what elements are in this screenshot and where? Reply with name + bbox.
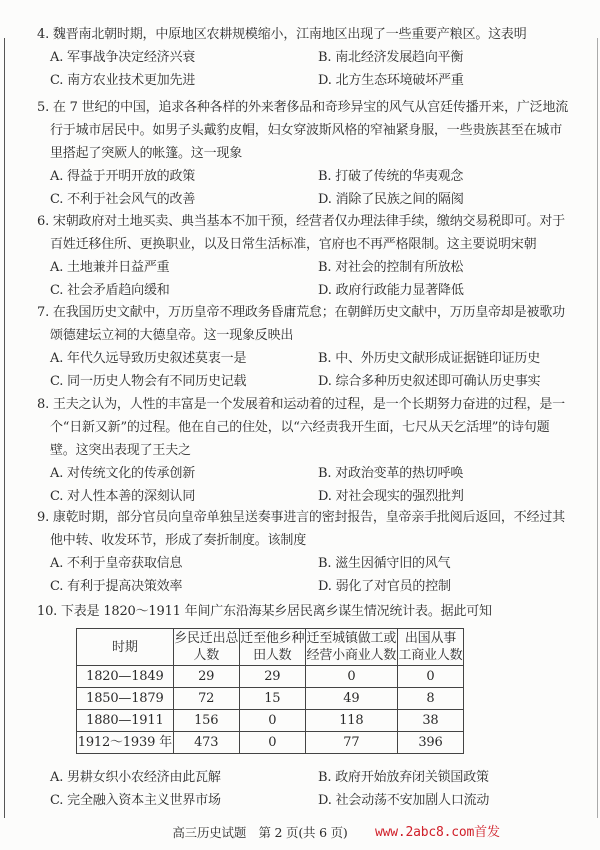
migration-table <box>76 628 464 754</box>
table-row <box>77 710 464 732</box>
question-stem-continued: 行于城市居民中。如男子头戴豹皮帽，妇女穿波斯风格的窄袖紧身服，一些贵族甚至在城市 <box>50 123 563 138</box>
option-d: D. 社会动荡不安加剧人口流动 <box>318 793 490 808</box>
option-b: B. 对政治变革的热切呼唤 <box>318 466 464 481</box>
table-cell: 1912～1939 年 <box>77 732 174 754</box>
question-stem-continued: 他中转、收发环节，形成了奏折制度。该制度 <box>50 533 307 548</box>
header-period <box>77 629 174 666</box>
question-stem: 5. 在 7 世纪的中国，追求各种各样的外来奢侈品和奇珍异宝的风气从宫廷传播开来，广泛地流 <box>37 100 569 115</box>
question-stem: 7. 在我国历史文献中，万历皇帝不理政务昏庸荒怠；在朝鲜历史文献中，万历皇帝却是被歌功 <box>37 305 565 320</box>
option-c: C. 有利于提高决策效率 <box>50 579 183 594</box>
option-a: A. 不利于皇帝获取信息 <box>50 556 183 571</box>
header-text: 田人数 <box>253 648 292 663</box>
page-border-left <box>4 38 5 818</box>
question-stem: 4. 魏晋南北朝时期，中原地区农耕规模缩小，江南地区出现了一些重要产粮区。这表明 <box>37 27 527 42</box>
question-stem-continued: 里搭起了突厥人的帐篷。这一现象 <box>50 146 243 161</box>
option-c: C. 对人性本善的深刻认同 <box>50 489 196 504</box>
header-text: 时期 <box>112 639 138 655</box>
table-cell: 8 <box>397 688 463 710</box>
table-cell: 1820—1849 <box>77 666 174 688</box>
table-cell: 118 <box>305 710 397 732</box>
option-b: B. 中、外历史文献形成证据链印证历史 <box>318 351 541 366</box>
header-text: 乡民迁出总 <box>174 631 239 646</box>
question-stem: 8. 王夫之认为，人性的丰富是一个发展着和运动着的过程，是一个长期努力奋进的过程，是一 <box>37 397 565 412</box>
option-d: D. 弱化了对官员的控制 <box>318 579 451 594</box>
question-stem-continued: 壁。这突出表现了王夫之 <box>50 443 191 458</box>
table-row <box>77 688 464 710</box>
table-cell: 0 <box>397 666 463 688</box>
header-text: 人数 <box>193 648 219 663</box>
page-border-right <box>597 38 598 818</box>
table-cell: 49 <box>305 688 397 710</box>
header-farming <box>239 629 305 666</box>
option-a: A. 得益于开明开放的政策 <box>50 169 196 184</box>
table-cell: 396 <box>397 732 463 754</box>
header-text: 出国从事 <box>404 631 457 646</box>
question-stem-continued: 颂德建坛立祠的大德皇帝。这一现象反映出 <box>50 328 294 343</box>
table-cell: 72 <box>173 688 239 710</box>
option-c: C. 完全融入资本主义世界市场 <box>50 793 221 808</box>
option-c: C. 不利于社会风气的改善 <box>50 192 196 207</box>
option-d: D. 对社会现实的强烈批判 <box>318 489 464 504</box>
header-total <box>173 629 239 666</box>
table-cell: 0 <box>305 666 397 688</box>
option-b: B. 滋生因循守旧的风气 <box>318 556 451 571</box>
option-d: D. 消除了民族之间的隔阂 <box>318 192 464 207</box>
option-a: A. 土地兼并日益严重 <box>50 260 170 275</box>
table-header-row <box>77 629 464 666</box>
table-cell: 156 <box>173 710 239 732</box>
table-cell: 29 <box>239 666 305 688</box>
option-c: C. 同一历史人物会有不同历史记载 <box>50 374 247 389</box>
question-stem: 10. 下表是 1820～1911 年间广东沿海某乡居民离乡谋生情况统计表。据此可知 <box>37 604 492 619</box>
table-row <box>77 732 464 754</box>
watermark: www.2abc8.com首发 <box>375 825 500 840</box>
option-c: C. 南方农业技术更加先进 <box>50 73 196 88</box>
option-a: A. 男耕女织小农经济由此瓦解 <box>50 770 221 785</box>
option-a: A. 军事战争决定经济兴衰 <box>50 50 196 65</box>
header-text: 迁至城镇做工或 <box>306 631 397 646</box>
table-cell: 15 <box>239 688 305 710</box>
header-text: 工商业人数 <box>398 648 463 663</box>
option-b: B. 打破了传统的华夷观念 <box>318 169 464 184</box>
table-cell: 38 <box>397 710 463 732</box>
option-b: B. 南北经济发展趋向平衡 <box>318 50 464 65</box>
option-d: D. 政府行政能力显著降低 <box>318 283 464 298</box>
table-cell: 77 <box>305 732 397 754</box>
option-b: B. 对社会的控制有所放松 <box>318 260 464 275</box>
header-text: 迁至他乡种 <box>240 631 305 646</box>
question-stem: 6. 宋朝政府对土地买卖、典当基本不加干预，经营者仅办理法律手续，缴纳交易税即可。对于 <box>37 214 565 229</box>
table-cell: 1850—1879 <box>77 688 174 710</box>
table-row <box>77 666 464 688</box>
header-text: 经营小商业人数 <box>306 648 397 663</box>
header-abroad <box>397 629 463 666</box>
table-cell: 29 <box>173 666 239 688</box>
option-b: B. 政府开始放弃闭关锁国政策 <box>318 770 489 785</box>
page-footer: 高三历史试题 第 2 页(共 6 页) <box>172 825 348 840</box>
question-stem-continued: 个“日新又新”的过程。他在自己的住处，以“六经责我开生面，七尺从天乞活埋”的诗句题 <box>50 420 550 435</box>
table-cell: 0 <box>239 732 305 754</box>
option-a: A. 年代久远导致历史叙述莫衷一是 <box>50 351 247 366</box>
option-c: C. 社会矛盾趋向缓和 <box>50 283 170 298</box>
option-a: A. 对传统文化的传承创新 <box>50 466 196 481</box>
header-town-work <box>305 629 397 666</box>
table-cell: 1880—1911 <box>77 710 174 732</box>
question-stem-continued: 百姓迁移住所、更换职业，以及日常生活标准，官府也不再严格限制。这主要说明宋朝 <box>50 237 537 252</box>
option-d: D. 北方生态环境破坏严重 <box>318 73 464 88</box>
table-cell: 0 <box>239 710 305 732</box>
table-cell: 473 <box>173 732 239 754</box>
question-stem: 9. 康乾时期，部分官员向皇帝单独呈送奏事进言的密封报告，皇帝亲手批阅后返回，不经过其 <box>37 510 565 525</box>
option-d: D. 综合多种历史叙述即可确认历史事实 <box>318 374 541 389</box>
